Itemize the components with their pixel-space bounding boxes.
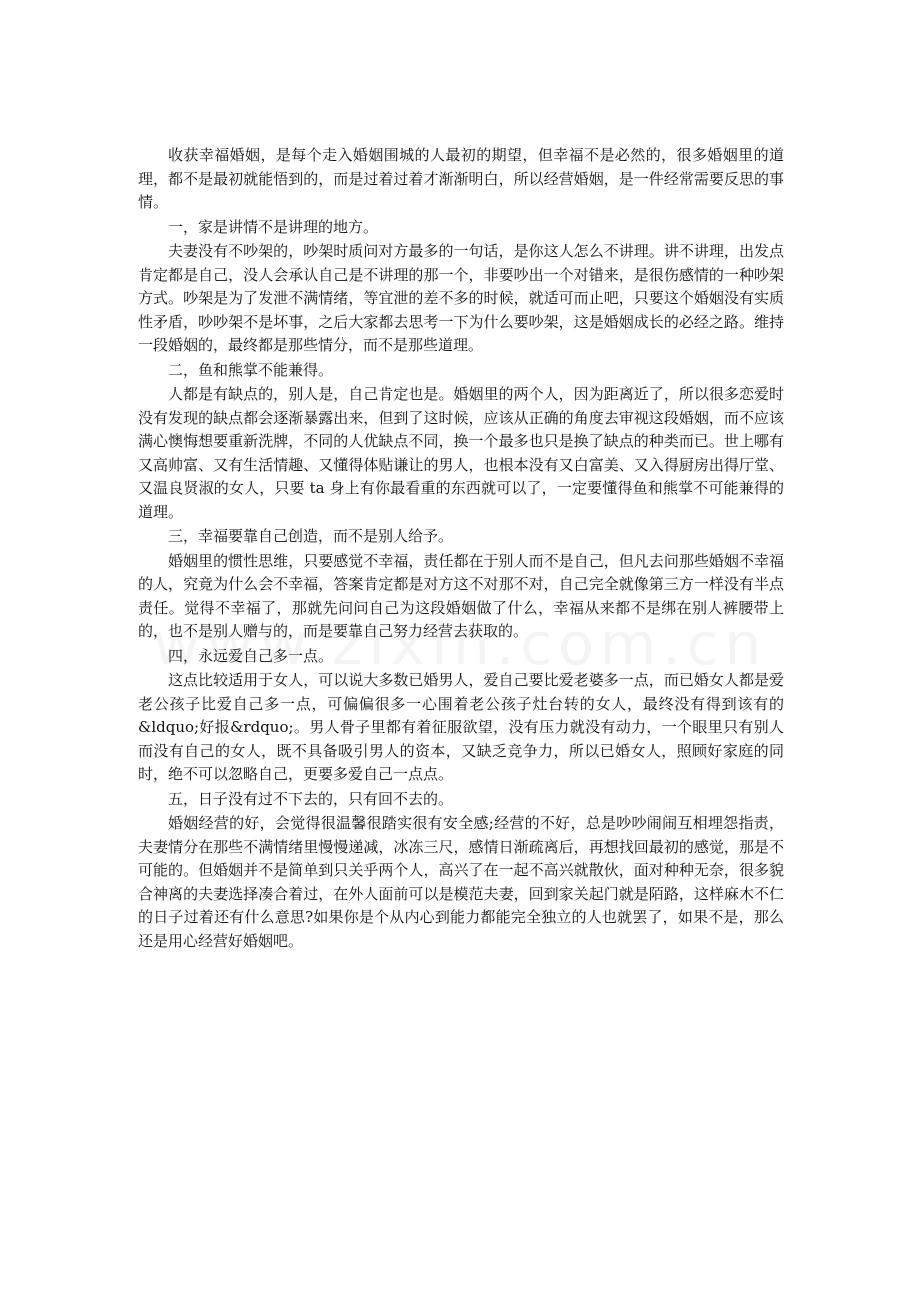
section-paragraph-5: 婚姻经营的好，会觉得很温馨很踏实很有安全感;经营的不好，总是吵吵闹闹互相埋怨指责，夫妻情分在那些不满情绪里慢慢递减，冰冻三尺，感情日渐疏离后，再想找回最初的感觉，那是不可能的。但婚姻并不是简单到只关乎两个人，高兴了在一起不高兴就散伙，面对种种无奈，很多貌合神离的夫妻选择凑合着过，在外人面前可以是模范夫妻，回到家关起门就是陌路，这样麻木不仁的日子过着还有什么意思?如果你是个从内心到能力都能完全独立的人也就罢了，如果不是，那么还是用心经营好婚姻吧。 bbox=[138, 814, 784, 950]
document-body bbox=[138, 144, 784, 953]
section-heading-5: 五，日子没有过不下去的，只有回不去的。 bbox=[168, 789, 454, 808]
section-paragraph-1: 夫妻没有不吵架的，吵架时质问对方最多的一句话，是你这人怎么不讲理。讲不讲理，出发点肯定都是自己，没人会承认自己是不讲理的那一个，非要吵出一个对错来，是很伤感情的一种吵架方式。吵架是为了发泄不满情绪，等宜泄的差不多的时候，就适可而止吧，只要这个婚姻没有实质性矛盾，吵吵架不是坏事，之后大家都去思考一下为什么要吵架，这是婚姻成长的必经之路。维持一段婚姻的，最终都是那些情分，而不是那些道理。 bbox=[138, 242, 784, 354]
section-paragraph-3: 婚姻里的惯性思维，只要感觉不幸福，责任都在于别人而不是自己，但凡去问那些婚姻不幸福的人，究竟为什么会不幸福，答案肯定都是对方这不对那不对，自己完全就像第三方一样没有半点责任。觉得不幸福了，那就先问问自己为这段婚姻做了什么，幸福从来都不是绑在别人裤腰带上的，也不是别人赠与的，而是要靠自己努力经营去获取的。 bbox=[138, 551, 784, 640]
section-heading-4: 四，永远爱自己多一点。 bbox=[168, 646, 334, 665]
section-heading-2: 二，鱼和熊掌不能兼得。 bbox=[168, 360, 334, 379]
section-heading-1: 一，家是讲情不是讲理的地方。 bbox=[168, 217, 379, 236]
section-paragraph-2: 人都是有缺点的，别人是，自己肯定也是。婚姻里的两个人，因为距离近了，所以很多恋爱时没有发现的缺点都会逐渐暴露出来，但到了这时候，应该从正确的角度去审视这段婚姻，而不应该满心懊悔想要重新洗牌，不同的人优缺点不同，换一个最多也只是换了缺点的种类而已。世上哪有又高帅富、又有生活情趣、又懂得体贴谦让的男人，也根本没有又白富美、又入得厨房出得厅堂、又温良贤淑的女人，只要 ta 身上有你最看重的东西就可以了，一定要懂得鱼和熊掌不可能兼得的道理。 bbox=[138, 385, 784, 521]
section-heading-3: 三，幸福要靠自己创造，而不是别人给予。 bbox=[168, 527, 454, 545]
section-paragraph-4: 这点比较适用于女人，可以说大多数已婚男人，爱自己要比爱老婆多一点，而已婚女人都是爱老公孩子比爱自己多一点，可偏偏很多一心围着老公孩子灶台转的女人，最终没有得到该有的&ldquo;好报&rdquo;。男人骨子里都有着征服欲望，没有压力就没有动力，一个眼里只有别人而没有自己的女人，既不具备吸引男人的资本，又缺乏竞争力，所以已婚女人，照顾好家庭的同时，绝不可以忽略自己，更要多爱自己一点点。 bbox=[138, 671, 784, 783]
intro-paragraph: 收获幸福婚姻，是每个走入婚姻围城的人最初的期望，但幸福不是必然的，很多婚姻里的道理，都不是最初就能悟到的，而是过着过着才渐渐明白，所以经营婚姻，是一件经常需要反思的事情。 bbox=[138, 146, 784, 211]
